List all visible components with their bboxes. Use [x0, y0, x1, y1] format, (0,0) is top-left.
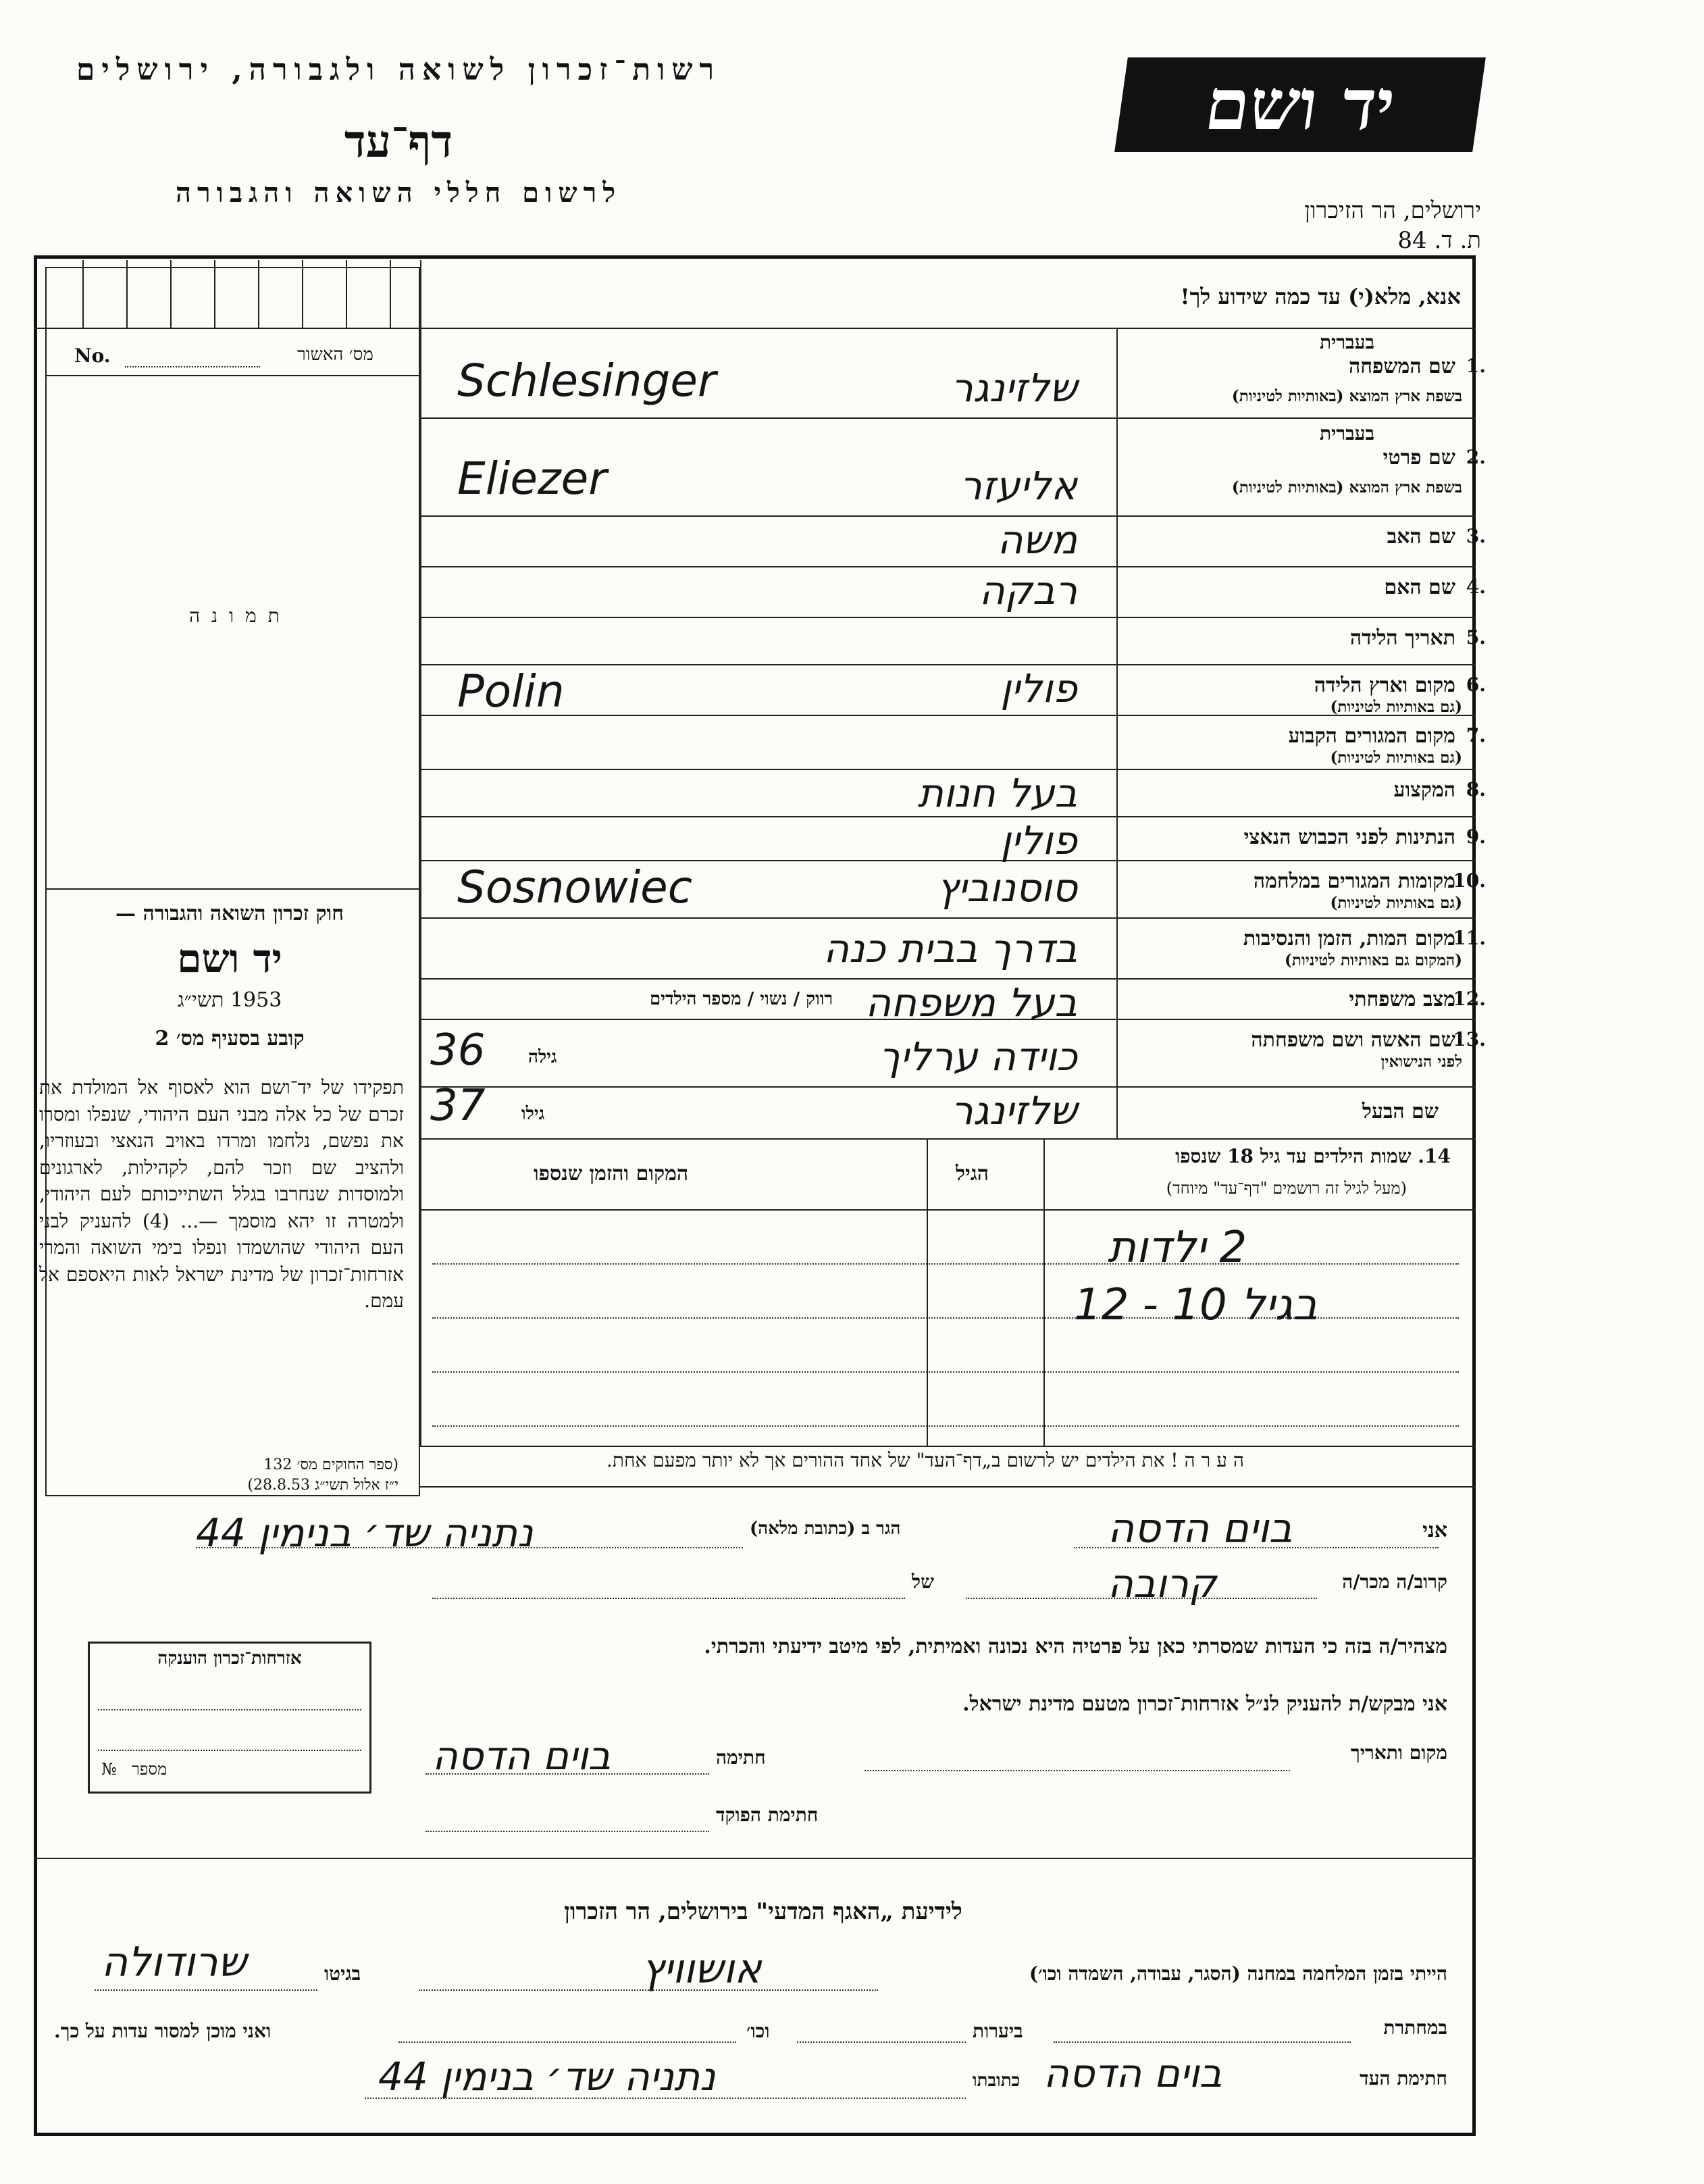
field-label: מקום המות, הזמן והנסיבות — [1243, 927, 1455, 950]
approval-label: מס׳ האשור — [297, 345, 373, 365]
field-sublabel: (המקום גם באותיות לטיניות) — [1285, 951, 1462, 969]
witness-label: חתימת העד — [1360, 2067, 1447, 2089]
field-hebrew-value[interactable]: בעל משפחה — [865, 980, 1077, 1025]
husband-age-label: גילו — [521, 1104, 545, 1124]
form-title: דף־עד — [344, 115, 453, 168]
field-row-1 — [420, 328, 1486, 419]
children-col-place: המקום והזמן שנספו — [534, 1162, 689, 1186]
field-number: 7. — [1466, 724, 1486, 746]
declarant-signature[interactable]: בוים הדסה — [432, 1733, 611, 1779]
field-hebrew-value[interactable]: פולין — [1000, 665, 1077, 711]
field-number: 4. — [1466, 576, 1486, 598]
signature-label: חתימה — [716, 1746, 766, 1769]
children-remark: ה ע ר ה ! את הילדים יש לרשום ב„דף־העד" של אחד ההורים אך לא יותר מפעם אחת. — [606, 1449, 1244, 1471]
officer-signature-label: חתימת הפוקד — [716, 1804, 819, 1826]
marital-options: רווק / נשוי / מספר הילדים — [650, 989, 833, 1009]
field-number: 11. — [1453, 927, 1486, 949]
field-number: 2. — [1466, 446, 1486, 468]
field-hebrew-value[interactable]: רבקה — [979, 567, 1077, 613]
field-label: שם פרטי — [1383, 446, 1455, 469]
wife-age-value[interactable]: 36 — [430, 1025, 486, 1075]
children-entry-2: בגיל 10 - 12 — [1074, 1280, 1318, 1330]
field-number: 13. — [1453, 1028, 1486, 1050]
field-row-11 — [420, 919, 1486, 980]
hebrew-tag: בעברית — [1319, 331, 1374, 353]
field-label: שם האב — [1387, 525, 1455, 549]
declarant-name[interactable]: בוים הדסה — [1108, 1505, 1293, 1552]
field-label: המקצוע — [1393, 778, 1455, 802]
field-number: 6. — [1466, 674, 1486, 696]
camp-value[interactable]: אושוויץ — [642, 1946, 762, 1993]
field-label: שם המשפחה — [1348, 355, 1455, 378]
field-label: מקום וארץ הלידה — [1314, 674, 1455, 697]
field-hebrew-value[interactable]: סוסנוביץ — [937, 865, 1077, 911]
field-label: מקום המגורים הקבוע — [1288, 724, 1455, 748]
children-col-age: הגיל — [956, 1162, 989, 1186]
ready-text: ואני מוכן למסור עדות על כך. — [54, 2020, 272, 2042]
field-row-9 — [420, 817, 1486, 863]
field-sublabel: (גם באותיות לטיניות) — [1330, 894, 1462, 912]
field-number: 3. — [1466, 525, 1486, 547]
organization-header: רשות־זכרון לשואה ולגבורה, ירושלים — [76, 53, 721, 87]
witness-signature[interactable]: בוים הדסה — [1043, 2050, 1222, 2096]
field-number: 9. — [1466, 826, 1486, 848]
law-text: תפקידו של יד־ושם הוא לאסוף אל המולדת את זכרם של כל אלה מבני העם היהודי, שנפלו ומסרו את נפשם, נלחמו ומרדו באויב הנאצי ובעוזריו, ולהציב שם וזכר להם, לקהילות, לארגונים ולמוסדות שנחרבו בגלל השתייכותם לעם היהודי, ולמטרה זו יהא מוסמך —... (4) להעניק לבני העם היהודי שהושמדו ונפלו בימי השואה והמרי אזרחות־זכרון של מדינת ישראל לאות היאספם אל עמם. — [39, 1076, 404, 1312]
field-number: 10. — [1453, 869, 1486, 892]
husband-row — [420, 1081, 1476, 1138]
law-section: קובע בסעיף מס׳ 2 — [155, 1027, 305, 1050]
citizenship-num-label: מספר — [132, 1760, 167, 1779]
children-note: (מעל לגיל זה רושמים "דף־עד" מיוחד) — [1166, 1179, 1407, 1198]
field-row-3 — [420, 517, 1486, 567]
field-latin-value[interactable]: Eliezer — [457, 453, 607, 505]
witness-address[interactable]: נתניה שד׳ בנימין 44 — [378, 2054, 716, 2100]
field-hebrew-value[interactable]: פולין — [1000, 817, 1077, 863]
field-row-10 — [420, 861, 1486, 919]
husband-age-value[interactable]: 37 — [430, 1081, 486, 1131]
ghetto-value[interactable]: שרודולה — [101, 1939, 247, 1986]
yad-vashem-logo: יד ושם — [1114, 57, 1486, 152]
relation-value[interactable]: קרובה — [1108, 1560, 1217, 1606]
citizenship-title: אזרחות־זכרון הוענקה — [157, 1648, 302, 1669]
field-row-5 — [420, 618, 1486, 665]
address-line-1: ירושלים, הר הזיכרון — [1304, 197, 1481, 224]
decl-of-label: של — [912, 1571, 934, 1593]
form-subtitle: לרשום חללי השואה והגבורה — [175, 177, 622, 209]
field-hebrew-value[interactable]: בעל חנות — [917, 770, 1077, 816]
decl-i-label: אני — [1422, 1519, 1447, 1542]
declarant-address[interactable]: נתניה שד׳ בנימין 44 — [196, 1510, 534, 1556]
field-latin-value[interactable]: Polin — [457, 665, 565, 717]
address-line-2: ת. ד. 84 — [1397, 227, 1481, 254]
field-number: 12. — [1453, 988, 1486, 1010]
children-entry-1: 2 ילדות — [1108, 1223, 1247, 1273]
forests-label: ביערות — [973, 2020, 1023, 2042]
husband-label: שם הבעל — [1362, 1100, 1439, 1123]
witness-address-label: כתובתו — [973, 2071, 1021, 2091]
field-sublabel: לפני הנישואין — [1380, 1052, 1462, 1071]
field-label: מקומות המגורים במלחמה — [1253, 869, 1455, 893]
field-hebrew-value[interactable]: בדרך בבית כנה — [823, 925, 1077, 971]
approval-no: No. — [74, 345, 111, 367]
field-label: שם האם — [1384, 576, 1455, 599]
field-sublabel: (גם באותיות לטיניות) — [1330, 698, 1462, 716]
field-sublabel: (גם באותיות לטיניות) — [1330, 748, 1462, 767]
field-hebrew-value[interactable]: כוידה ערליך — [879, 1034, 1077, 1080]
ghetto-label: בגיטו — [324, 1962, 361, 1985]
field-latin-value[interactable]: Schlesinger — [457, 355, 717, 407]
field-latin-value[interactable]: Sosnowiec — [457, 861, 693, 913]
field-label: הנתינות לפני הכבוש הנאצי — [1243, 826, 1455, 849]
field-row-8 — [420, 770, 1486, 817]
field-number: 1. — [1466, 355, 1486, 377]
instructions: אנא, מלא(י) עד כמה שידוע לך! — [1180, 284, 1461, 309]
decl-resident-label: הגר ב (כתובת מלאה) — [750, 1519, 901, 1539]
hebrew-tag: בעברית — [1319, 422, 1374, 445]
decl-relative-label: קרוב/ה מכר/ה — [1342, 1571, 1447, 1593]
law-ref-2: י״ז אלול תשי״ג 28.8.53) — [247, 1477, 398, 1494]
decl-statement-2: אני מבקש/ת להעניק לנ״ל אזרחות־זכרון מטעם מדינת ישראל. — [962, 1692, 1447, 1716]
field-label: תאריך הלידה — [1349, 626, 1455, 650]
field-sublabel: בשפת ארץ המוצא (באותיות לטיניות) — [1231, 478, 1462, 497]
field-sublabel: בשפת ארץ המוצא (באותיות לטיניות) — [1231, 387, 1462, 405]
decl-statement-1: מצהיר/ה בזה כי העדות שמסרתי כאן על פרטיה היא נכונה ואמיתית, לפי מיטב ידיעתי והכרתי. — [704, 1635, 1447, 1658]
field-row-4 — [420, 567, 1486, 618]
camp-line: הייתי בזמן המלחמה במחנה (הסגר, עבודה, השמדה וכו׳) — [1029, 1962, 1447, 1985]
field-label: מצב משפחתי — [1349, 988, 1455, 1011]
children-label: 14. שמות הילדים עד גיל 18 שנספו — [1175, 1145, 1451, 1167]
law-heading: חוק זכרון השואה והגבורה — — [115, 902, 344, 925]
law-year: 1953 תשי״ג — [177, 988, 282, 1012]
field-row-13 — [420, 1020, 1486, 1088]
field-label: שם האשה ושם משפחתה — [1251, 1028, 1455, 1052]
law-ref-1: (ספר החוקים מס׳ 132 — [263, 1456, 398, 1473]
underground-label: במחתרת — [1383, 2016, 1447, 2039]
field-hebrew-value[interactable]: משה — [997, 517, 1077, 563]
field-row-7 — [420, 716, 1486, 770]
etc-label: וכו׳ — [746, 2020, 770, 2042]
citizenship-no-label: № — [101, 1760, 117, 1779]
photo-label: ת מ ו נ ה — [189, 605, 282, 627]
field-number: 8. — [1466, 778, 1486, 801]
place-date-label: מקום ותאריך — [1350, 1742, 1447, 1764]
law-name: יד ושם — [177, 936, 282, 982]
info-heading: לידיעת „האגף המדעי" בירושלים, הר הזכרון — [564, 1898, 962, 1925]
husband-value[interactable]: שלזינגר — [951, 1088, 1077, 1134]
field-row-2 — [420, 419, 1486, 517]
wife-age-label: גילה — [528, 1047, 557, 1067]
field-hebrew-value[interactable]: שלזינגר — [951, 365, 1077, 411]
field-number: 5. — [1466, 626, 1486, 649]
field-row-6 — [420, 665, 1486, 717]
field-hebrew-value[interactable]: אליעזר — [960, 463, 1077, 509]
field-row-12 — [420, 980, 1486, 1025]
